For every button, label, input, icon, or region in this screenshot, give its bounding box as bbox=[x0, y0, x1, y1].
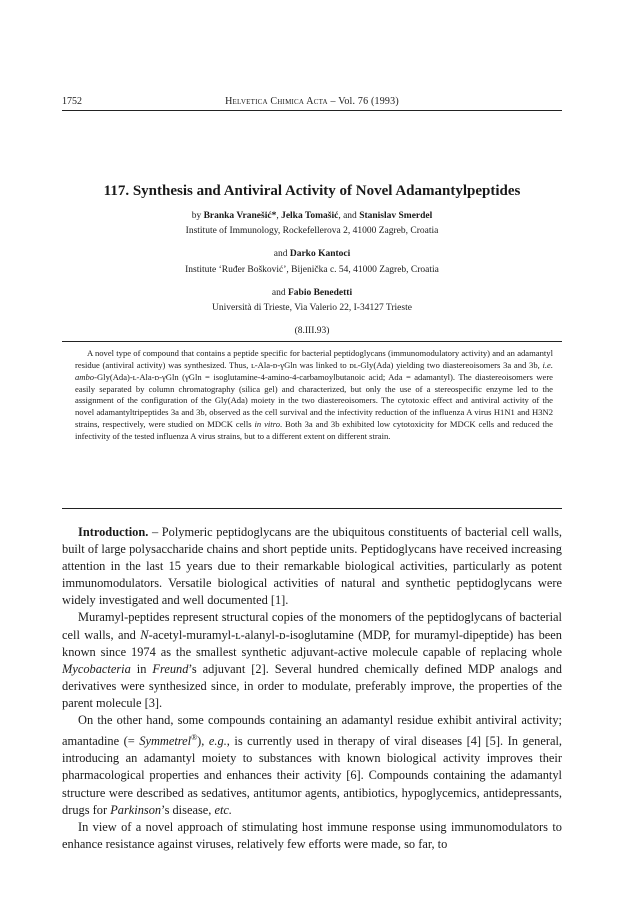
affiliation-1: Institute of Immunology, Rockefellerova 2, 41000 Zagreb, Croatia bbox=[185, 226, 439, 236]
abstract-italic: i.e. bbox=[542, 359, 553, 370]
paragraph bbox=[62, 609, 562, 712]
paragraph-text: , is currently used in therapy of viral diseases [4] [5]. In general, introducing an adamantyl moiety to substances with known biological activity improves their pharmacological properties and enhances their activity [6]. Compounds containing the adamantyl structure were described as sedatives, antitumor agents, antibiotics, hypoglycemics, antidepressants, drugs for bbox=[62, 734, 562, 817]
abstract-top-rule bbox=[62, 341, 562, 342]
author-line-3 bbox=[62, 287, 562, 300]
paragraph bbox=[62, 819, 562, 853]
author-line-2 bbox=[62, 248, 562, 261]
author-3: Stanislav Smerdel bbox=[359, 211, 433, 221]
author-4: Darko Kantoci bbox=[289, 249, 351, 259]
italic-text: Mycobacteria bbox=[62, 661, 131, 676]
registered-mark: ® bbox=[191, 733, 198, 743]
header-rule bbox=[62, 110, 562, 111]
journal-volume: – Vol. 76 (1993) bbox=[330, 96, 399, 107]
affiliation-2: Institute ‘Ruđer Bošković’, Bijenička c. 54, 41000 Zagreb, Croatia bbox=[185, 265, 439, 275]
abstract-text: . Both 3a and 3b exhibited low cytotoxicity for MDCK cells and reduced the infectivity of the tested influenza A virus strains, but to a different extent on different strain. bbox=[75, 419, 553, 441]
abstract-text: -Gly(Ada)-ʟ-Ala-ᴅ-γGln (γGln = isoglutamine-4-amino-4-carbamoylbutanoic acid; Ada = adamantyl). The diastereoisomers were easily separated by column chromatography (silica gel) and characterized, but only the use of a stereospecific enzyme led to the assignment of the configuration of the Gly(Ada) moiety in the two diastereoisomers. The cytotoxic effect and antiviral activity of the novel adamantyltripeptides 3a and 3b, observed as the cell survival and the infectivity reduction of the influenza A virus H1N1 and H3N2 strains, respectively, were studied on MDCK cells bbox=[75, 371, 553, 430]
italic-text: etc. bbox=[214, 802, 233, 817]
paragraph-text: ), bbox=[197, 734, 209, 749]
author-mark: * bbox=[271, 211, 277, 221]
author-5: Fabio Benedetti bbox=[287, 288, 353, 298]
and-prefix: and bbox=[273, 249, 290, 259]
authors-line bbox=[62, 210, 562, 223]
page-number: 1752 bbox=[62, 96, 82, 107]
by-prefix: by bbox=[191, 211, 204, 221]
journal-name: Helvetica Chimica Acta bbox=[225, 96, 328, 107]
article-title: 117. Synthesis and Antiviral Activity of Novel Adamantylpeptides bbox=[103, 183, 521, 199]
italic-text: Parkinson bbox=[110, 802, 162, 817]
section-heading: Introduction. bbox=[78, 525, 149, 539]
author-sep: , and bbox=[338, 211, 360, 221]
journal-citation bbox=[62, 96, 562, 107]
abstract bbox=[75, 348, 553, 443]
author-2: Jelka Tomašić bbox=[281, 211, 339, 221]
abstract-italic: in vitro bbox=[254, 419, 280, 430]
author-1: Branka Vranešić bbox=[203, 211, 272, 221]
and-prefix: and bbox=[271, 288, 288, 298]
paragraph-text: in bbox=[130, 661, 153, 676]
paragraph-text: ’s adjuvant [2]. Several hundred chemically defined MDP analogs and derivatives were synthesized since, in order to modulate, preferably improve, the properties of the parent molecule [3]. bbox=[62, 661, 562, 710]
paragraph-text: -acetyl-muramyl-ʟ-alanyl-ᴅ-isoglutamine (MDP, for muramyl-dipeptide) has been known since 1974 as the smallest synthetic adjuvant-active molecule capable of replacing whole bbox=[62, 627, 562, 659]
affiliation-3: Università di Trieste, Via Valerio 22, I-34127 Trieste bbox=[212, 303, 412, 313]
body-text bbox=[62, 524, 562, 853]
paragraph bbox=[62, 712, 562, 819]
paragraph-text: In view of a novel approach of stimulating host immune response using immunomodulators to enhance resistance against viruses, relatively few efforts were made, so far, to bbox=[62, 819, 562, 851]
abstract-text: A novel type of compound that contains a peptide specific for bacterial peptidoglycans (immunomodulatory activity) and an adamantyl residue (antiviral activity) was synthesized. Thus, ʟ-Ala-ᴅ-γGln was linked to ᴅʟ-Gly(Ada) yielding two diastereoisomers 3a and 3b, bbox=[75, 348, 553, 370]
paragraph-text: – Polymeric peptidoglycans are the ubiquitous constituents of bacterial cell walls, built of large polysaccharide chains and short peptide units. Peptidoglycans have received increasing attention in the last 15 years due to their remarkable biological activities, particularly as potent immunomodulators. Versatile biological activities of natural and synthetic peptidoglycans were widely investigated and well documented [1]. bbox=[62, 525, 562, 608]
italic-text: Symmetrel bbox=[139, 734, 192, 749]
received-date: (8.III.93) bbox=[294, 326, 330, 336]
paragraph-text: ’s disease, bbox=[161, 802, 215, 817]
italic-text: e.g. bbox=[208, 734, 227, 749]
paragraph bbox=[62, 524, 562, 609]
italic-text: Freund bbox=[152, 661, 189, 676]
paragraph-text: Muramyl-peptides represent structural copies of the monomers of the peptidoglycans of bacterial cell walls, and bbox=[62, 610, 562, 642]
abstract-bottom-rule bbox=[62, 508, 562, 509]
abstract-italic: ambo bbox=[75, 371, 95, 382]
author-sep: , bbox=[276, 211, 282, 221]
italic-text: N bbox=[140, 627, 149, 642]
running-head bbox=[62, 96, 562, 107]
paragraph-text: On the other hand, some compounds containing an adamantyl residue exhibit antiviral activity; amantadine (= bbox=[62, 713, 562, 749]
